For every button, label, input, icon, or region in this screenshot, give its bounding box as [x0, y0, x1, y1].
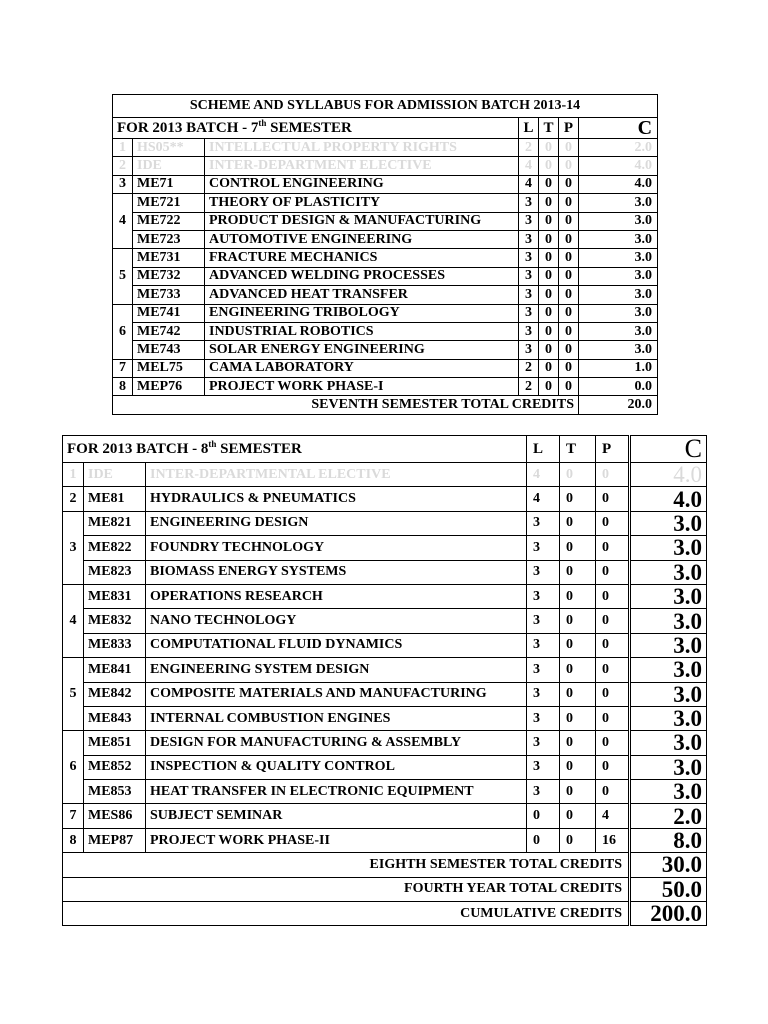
course-group-number: 5 [63, 658, 84, 731]
course-code: ME71 [133, 175, 205, 193]
lecture-hours: 3 [527, 731, 560, 755]
course-credits: 3.0 [579, 194, 658, 212]
lecture-hours: 3 [527, 633, 560, 657]
course-credits: 4.0 [630, 487, 707, 511]
total-credits-label: FOURTH YEAR TOTAL CREDITS [63, 877, 630, 901]
course-group-number: 1 [63, 463, 84, 487]
course-title: INTELLECTUAL PROPERTY RIGHTS [205, 139, 519, 157]
total-credits-value: 50.0 [630, 877, 707, 901]
course-credits: 3.0 [630, 609, 707, 633]
course-group-number: 3 [63, 511, 84, 584]
tutorial-hours: 0 [560, 511, 596, 535]
course-row [63, 682, 707, 706]
course-row [113, 322, 658, 340]
course-title: INTER-DEPARTMENTAL ELECTIVE [146, 463, 527, 487]
tutorial-hours: 0 [539, 230, 559, 248]
practical-hours: 0 [596, 706, 630, 730]
lecture-hours: 3 [527, 682, 560, 706]
practical-hours: 0 [596, 487, 630, 511]
course-code: ME733 [133, 286, 205, 304]
practical-header: P [596, 436, 630, 463]
course-credits: 4.0 [630, 463, 707, 487]
course-title: ENGINEERING DESIGN [146, 511, 527, 535]
course-row [63, 706, 707, 730]
lecture-hours: 3 [519, 249, 539, 267]
course-credits: 3.0 [630, 706, 707, 730]
course-code: ME841 [84, 658, 146, 682]
course-title: COMPUTATIONAL FLUID DYNAMICS [146, 633, 527, 657]
course-code: ME741 [133, 304, 205, 322]
tutorial-hours: 0 [539, 341, 559, 359]
course-title: COMPOSITE MATERIALS AND MANUFACTURING [146, 682, 527, 706]
course-title: CONTROL ENGINEERING [205, 175, 519, 193]
course-row [113, 249, 658, 267]
course-row [63, 487, 707, 511]
tutorial-hours: 0 [560, 780, 596, 804]
tutorial-hours: 0 [560, 828, 596, 852]
course-row [113, 378, 658, 396]
practical-hours: 0 [559, 341, 579, 359]
course-group-number: 7 [113, 359, 133, 377]
course-title: ADVANCED WELDING PROCESSES [205, 267, 519, 285]
credits-header: C [579, 118, 658, 139]
total-row [113, 396, 658, 414]
course-code: ME742 [133, 322, 205, 340]
lecture-hours: 4 [527, 487, 560, 511]
lecture-hours: 3 [527, 511, 560, 535]
course-row [113, 139, 658, 157]
course-row [113, 157, 658, 175]
course-credits: 3.0 [630, 682, 707, 706]
tutorial-hours: 0 [539, 378, 559, 396]
course-group-number: 6 [63, 731, 84, 804]
course-code: ME722 [133, 212, 205, 230]
tutorial-hours: 0 [539, 157, 559, 175]
course-title: PROJECT WORK PHASE-II [146, 828, 527, 852]
course-code: ME833 [84, 633, 146, 657]
course-code: ME842 [84, 682, 146, 706]
practical-hours: 0 [596, 536, 630, 560]
total-row [63, 877, 707, 901]
seventh-semester-table [112, 94, 658, 415]
course-code: ME731 [133, 249, 205, 267]
course-row [113, 341, 658, 359]
eighth-semester-table [62, 435, 707, 926]
lecture-hours: 3 [527, 706, 560, 730]
lecture-hours: 3 [519, 194, 539, 212]
course-credits: 3.0 [579, 286, 658, 304]
practical-hours: 0 [559, 267, 579, 285]
practical-hours: 0 [559, 194, 579, 212]
total-credits-label: SEVENTH SEMESTER TOTAL CREDITS [113, 396, 579, 414]
course-group-number: 5 [113, 249, 133, 304]
course-group-number: 8 [113, 378, 133, 396]
course-row [113, 212, 658, 230]
tutorial-hours: 0 [560, 755, 596, 779]
course-credits: 0.0 [579, 378, 658, 396]
course-code: MEL75 [133, 359, 205, 377]
course-group-number: 6 [113, 304, 133, 359]
course-row [113, 304, 658, 322]
course-credits: 3.0 [630, 584, 707, 608]
course-title: OPERATIONS RESEARCH [146, 584, 527, 608]
practical-hours: 0 [596, 780, 630, 804]
tutorial-hours: 0 [539, 304, 559, 322]
course-row [63, 755, 707, 779]
practical-hours: 0 [596, 682, 630, 706]
total-credits-value: 30.0 [630, 853, 707, 877]
course-code: MES86 [84, 804, 146, 828]
course-group-number: 2 [63, 487, 84, 511]
total-credits-label: CUMULATIVE CREDITS [63, 902, 630, 926]
course-credits: 2.0 [579, 139, 658, 157]
tutorial-hours: 0 [560, 536, 596, 560]
course-row [63, 658, 707, 682]
course-title: PRODUCT DESIGN & MANUFACTURING [205, 212, 519, 230]
course-code: MEP87 [84, 828, 146, 852]
lecture-hours: 3 [527, 584, 560, 608]
practical-hours: 4 [596, 804, 630, 828]
lecture-hours: 4 [519, 175, 539, 193]
course-row [63, 609, 707, 633]
lecture-hours: 2 [519, 139, 539, 157]
course-code: IDE [84, 463, 146, 487]
course-credits: 3.0 [579, 212, 658, 230]
practical-hours: 0 [559, 139, 579, 157]
practical-hours: 0 [596, 511, 630, 535]
practical-hours: 0 [559, 359, 579, 377]
lecture-hours: 4 [527, 463, 560, 487]
lecture-hours: 3 [519, 304, 539, 322]
course-title: ADVANCED HEAT TRANSFER [205, 286, 519, 304]
tutorial-hours: 0 [560, 560, 596, 584]
lecture-hours: 2 [519, 378, 539, 396]
course-code: ME822 [84, 536, 146, 560]
course-credits: 4.0 [579, 157, 658, 175]
lecture-hours: 3 [527, 609, 560, 633]
course-row [63, 463, 707, 487]
practical-hours: 0 [596, 731, 630, 755]
course-credits: 1.0 [579, 359, 658, 377]
course-title: INSPECTION & QUALITY CONTROL [146, 755, 527, 779]
course-code: ME723 [133, 230, 205, 248]
course-group-number: 8 [63, 828, 84, 852]
course-row [63, 731, 707, 755]
course-row [63, 536, 707, 560]
lecture-hours: 3 [519, 267, 539, 285]
course-title: AUTOMOTIVE ENGINEERING [205, 230, 519, 248]
course-row [63, 828, 707, 852]
lecture-hours: 3 [519, 230, 539, 248]
practical-hours: 0 [559, 378, 579, 396]
course-row [63, 804, 707, 828]
table-header [113, 118, 658, 139]
lecture-hours: 3 [527, 560, 560, 584]
course-row [63, 560, 707, 584]
practical-hours: 0 [559, 212, 579, 230]
tutorial-hours: 0 [539, 359, 559, 377]
course-code: IDE [133, 157, 205, 175]
course-title: PROJECT WORK PHASE-I [205, 378, 519, 396]
course-code: ME831 [84, 584, 146, 608]
total-row [63, 853, 707, 877]
total-credits-label: EIGHTH SEMESTER TOTAL CREDITS [63, 853, 630, 877]
total-credits-value: 200.0 [630, 902, 707, 926]
course-credits: 3.0 [630, 536, 707, 560]
lecture-hours: 3 [519, 212, 539, 230]
lecture-hours: 3 [519, 286, 539, 304]
course-row [113, 267, 658, 285]
lecture-hours: 3 [527, 780, 560, 804]
course-code: ME843 [84, 706, 146, 730]
course-group-number: 2 [113, 157, 133, 175]
course-credits: 2.0 [630, 804, 707, 828]
table-header [63, 436, 707, 463]
course-row [63, 780, 707, 804]
course-credits: 3.0 [630, 560, 707, 584]
course-row [113, 194, 658, 212]
course-row [113, 359, 658, 377]
practical-hours: 0 [596, 633, 630, 657]
tutorial-hours: 0 [539, 175, 559, 193]
course-row [113, 230, 658, 248]
course-credits: 3.0 [579, 304, 658, 322]
course-code: ME81 [84, 487, 146, 511]
practical-hours: 0 [559, 157, 579, 175]
course-title: DESIGN FOR MANUFACTURING & ASSEMBLY [146, 731, 527, 755]
practical-hours: 0 [596, 584, 630, 608]
tutorial-hours: 0 [560, 804, 596, 828]
total-credits-value: 20.0 [579, 396, 658, 414]
practical-hours: 0 [596, 755, 630, 779]
course-title: FRACTURE MECHANICS [205, 249, 519, 267]
practical-hours: 0 [559, 286, 579, 304]
course-credits: 3.0 [630, 780, 707, 804]
lecture-header: L [519, 118, 539, 139]
course-credits: 3.0 [630, 731, 707, 755]
tutorial-hours: 0 [560, 609, 596, 633]
course-group-number: 3 [113, 175, 133, 193]
lecture-header: L [527, 436, 560, 463]
course-title: HYDRAULICS & PNEUMATICS [146, 487, 527, 511]
practical-hours: 0 [596, 658, 630, 682]
practical-header: P [559, 118, 579, 139]
practical-hours: 0 [559, 175, 579, 193]
lecture-hours: 2 [519, 359, 539, 377]
tutorial-hours: 0 [539, 139, 559, 157]
course-row [63, 633, 707, 657]
course-row [113, 286, 658, 304]
course-credits: 4.0 [579, 175, 658, 193]
course-code: ME823 [84, 560, 146, 584]
course-title: ENGINEERING TRIBOLOGY [205, 304, 519, 322]
tutorial-hours: 0 [539, 286, 559, 304]
course-title: INTER-DEPARTMENT ELECTIVE [205, 157, 519, 175]
total-row [63, 902, 707, 926]
course-title: CAMA LABORATORY [205, 359, 519, 377]
course-credits: 3.0 [579, 230, 658, 248]
course-code: ME852 [84, 755, 146, 779]
course-code: ME721 [133, 194, 205, 212]
tutorial-hours: 0 [539, 194, 559, 212]
course-code: ME743 [133, 341, 205, 359]
semester-heading: FOR 2013 BATCH - 8th SEMESTER [63, 436, 527, 463]
course-credits: 3.0 [630, 755, 707, 779]
lecture-hours: 3 [519, 322, 539, 340]
course-credits: 3.0 [579, 341, 658, 359]
course-code: ME732 [133, 267, 205, 285]
tutorial-hours: 0 [560, 633, 596, 657]
course-code: HS05** [133, 139, 205, 157]
course-title: BIOMASS ENERGY SYSTEMS [146, 560, 527, 584]
course-credits: 3.0 [630, 658, 707, 682]
credits-header: C [630, 436, 707, 463]
tutorial-header: T [539, 118, 559, 139]
tutorial-hours: 0 [539, 249, 559, 267]
tutorial-hours: 0 [539, 212, 559, 230]
course-credits: 3.0 [630, 633, 707, 657]
course-title: INTERNAL COMBUSTION ENGINES [146, 706, 527, 730]
lecture-hours: 3 [527, 755, 560, 779]
course-credits: 3.0 [579, 249, 658, 267]
lecture-hours: 3 [527, 658, 560, 682]
practical-hours: 0 [596, 609, 630, 633]
tutorial-hours: 0 [560, 658, 596, 682]
course-title: INDUSTRIAL ROBOTICS [205, 322, 519, 340]
tutorial-hours: 0 [560, 731, 596, 755]
course-title: ENGINEERING SYSTEM DESIGN [146, 658, 527, 682]
course-code: ME821 [84, 511, 146, 535]
course-row [113, 175, 658, 193]
scheme-title: SCHEME AND SYLLABUS FOR ADMISSION BATCH 2013-14 [113, 95, 658, 118]
lecture-hours: 4 [519, 157, 539, 175]
tutorial-hours: 0 [560, 682, 596, 706]
lecture-hours: 0 [527, 828, 560, 852]
course-group-number: 4 [63, 584, 84, 657]
course-credits: 3.0 [579, 322, 658, 340]
practical-hours: 0 [596, 463, 630, 487]
course-title: NANO TECHNOLOGY [146, 609, 527, 633]
course-group-number: 4 [113, 194, 133, 249]
lecture-hours: 3 [527, 536, 560, 560]
practical-hours: 0 [559, 304, 579, 322]
course-group-number: 1 [113, 139, 133, 157]
tutorial-hours: 0 [560, 706, 596, 730]
course-row [63, 511, 707, 535]
tutorial-hours: 0 [560, 584, 596, 608]
practical-hours: 16 [596, 828, 630, 852]
course-title: THEORY OF PLASTICITY [205, 194, 519, 212]
semester-heading: FOR 2013 BATCH - 7th SEMESTER [113, 118, 519, 139]
tutorial-hours: 0 [539, 322, 559, 340]
course-code: ME853 [84, 780, 146, 804]
practical-hours: 0 [596, 560, 630, 584]
course-code: ME851 [84, 731, 146, 755]
tutorial-header: T [560, 436, 596, 463]
course-title: HEAT TRANSFER IN ELECTRONIC EQUIPMENT [146, 780, 527, 804]
course-title: SOLAR ENERGY ENGINEERING [205, 341, 519, 359]
practical-hours: 0 [559, 322, 579, 340]
lecture-hours: 0 [527, 804, 560, 828]
practical-hours: 0 [559, 230, 579, 248]
course-credits: 3.0 [630, 511, 707, 535]
tutorial-hours: 0 [560, 487, 596, 511]
course-title: SUBJECT SEMINAR [146, 804, 527, 828]
course-code: MEP76 [133, 378, 205, 396]
course-row [63, 584, 707, 608]
course-credits: 3.0 [579, 267, 658, 285]
tutorial-hours: 0 [560, 463, 596, 487]
course-group-number: 7 [63, 804, 84, 828]
course-credits: 8.0 [630, 828, 707, 852]
lecture-hours: 3 [519, 341, 539, 359]
course-code: ME832 [84, 609, 146, 633]
tutorial-hours: 0 [539, 267, 559, 285]
course-title: FOUNDRY TECHNOLOGY [146, 536, 527, 560]
practical-hours: 0 [559, 249, 579, 267]
